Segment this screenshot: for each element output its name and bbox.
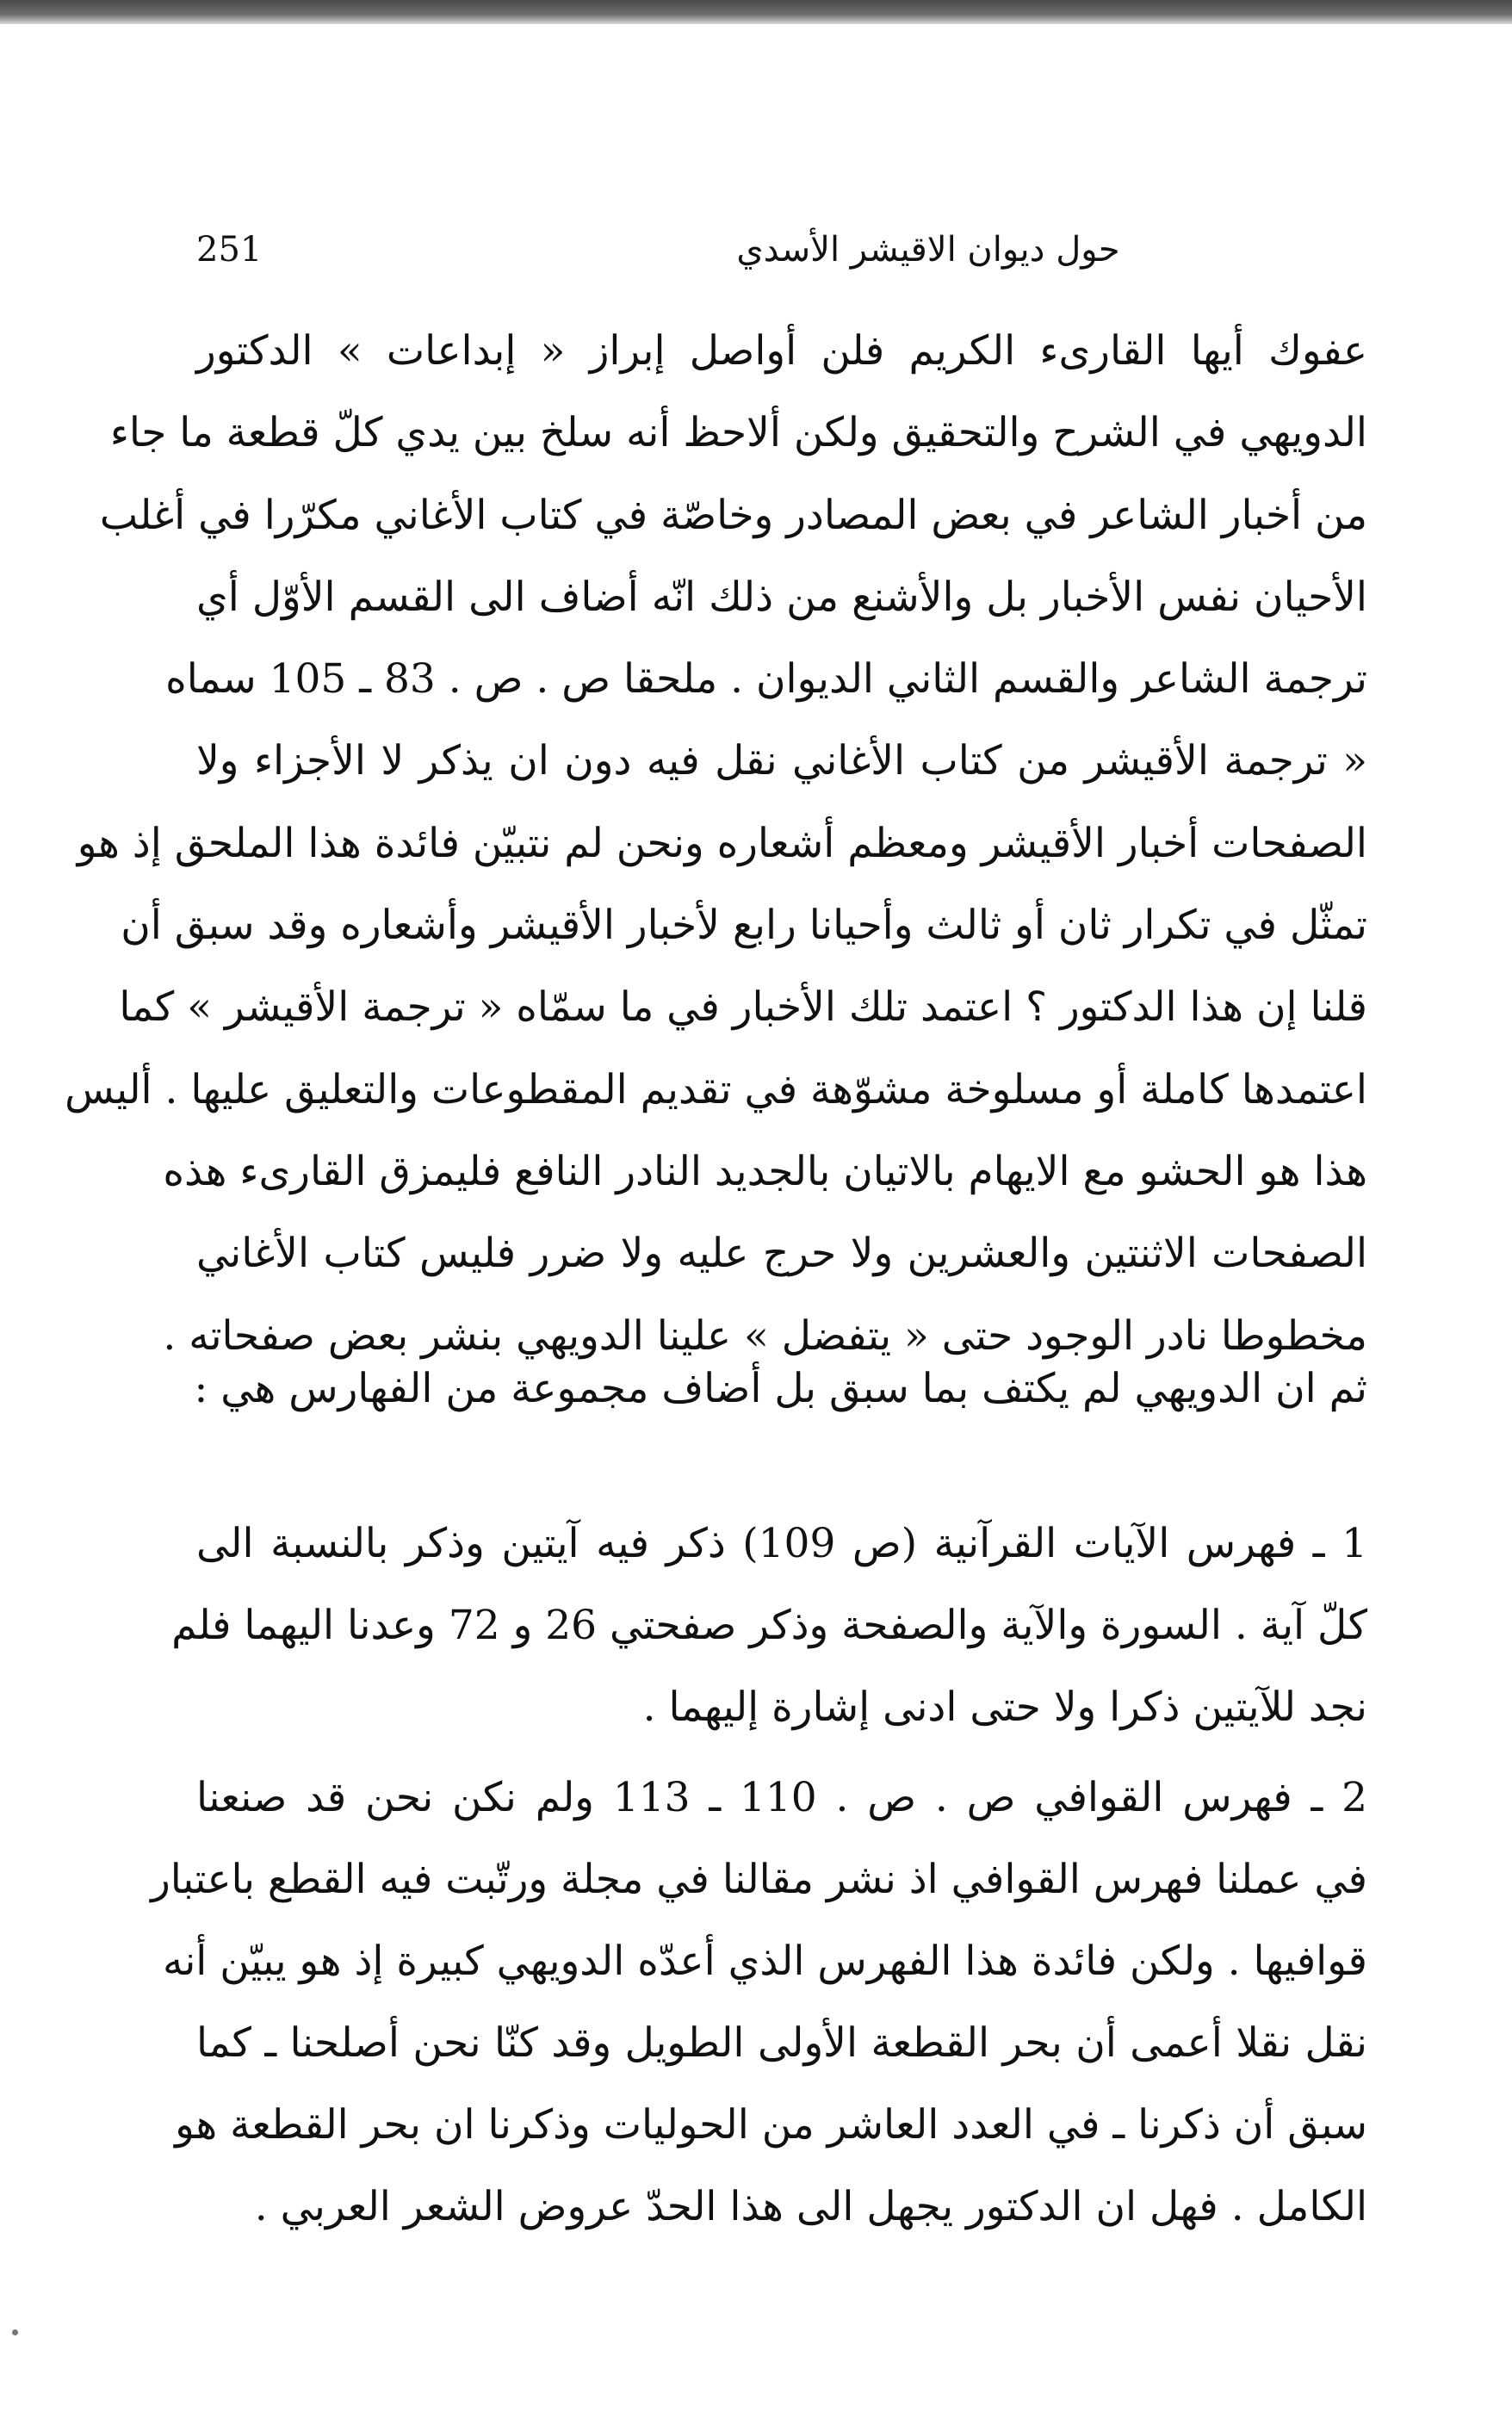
text-line: مخطوطا نادر الوجود حتى « يتفضل » علينا الدويهي بنشر بعض صفحاته . (163, 1312, 1367, 1360)
text-line: الصفحات أخبار الأقيشر ومعظم أشعاره ونحن لم نتبيّن فائدة هذا الملحق إذ هو (77, 819, 1367, 867)
paragraph-main (65, 310, 1367, 1377)
text-line: كلّ آية . السورة والآية والصفحة وذكر صفحتي 26 و 72 وعدنا اليهما فلم (171, 1602, 1367, 1649)
scan-speck (12, 2329, 18, 2335)
text-line: سبق أن ذكرنا ـ في العدد العاشر من الحوليات وذكرنا ان بحر القطعة هو (175, 2101, 1367, 2149)
running-title: حول ديوان الاقيشر الأسدي (736, 230, 1120, 270)
text-line: قلنا إن هذا الدكتور ؟ اعتمد تلك الأخبار في ما سمّاه « ترجمة الأقيشر » كما (119, 983, 1367, 1032)
text-line: الأحيان نفس الأخبار بل والأشنع من ذلك انّه أضاف الى القسم الأوّل أي (196, 573, 1367, 621)
paragraph-indexes-intro (196, 1350, 1367, 1428)
text-line: قوافيها . ولكن فائدة هذا الفهرس الذي أعدّه الدويهي كبيرة إذ هو يبيّن أنه (163, 1938, 1367, 1985)
scan-top-edge (0, 0, 1512, 24)
text-line: 1 ـ فهرس الآيات القرآنية (ص 109) ذكر فيه آيتين وذكر بالنسبة الى (196, 1520, 1368, 1567)
text-line: نقل نقلا أعمى أن بحر القطعة الأولى الطويل وقد كنّا نحن أصلحنا ـ كما (196, 2019, 1367, 2067)
text-line: تمثّل في تكرار ثان أو ثالث وأحيانا رابع لأخبار الأقيشر وأشعاره وقد سبق أن (121, 902, 1367, 950)
text-line: من أخبار الشاعر في بعض المصادر وخاصّة في كتاب الأغاني مكرّرا في أغلب (99, 491, 1367, 539)
text-line: نجد للآيتين ذكرا ولا حتى ادنى إشارة إليهما . (642, 1684, 1367, 1731)
text-line: هذا هو الحشو مع الايهام بالاتيان بالجديد النادر النافع فليمزق القارىء هذه (163, 1147, 1367, 1195)
text-line: الدويهي في الشرح والتحقيق ولكن ألاحظ أنه سلخ بين يدي كلّ قطعة ما جاء (109, 409, 1367, 457)
list-item-rhymes-index (151, 1757, 1367, 2248)
text-line: 2 ـ فهرس القوافي ص . ص . 110 ـ 113 ولم نكن نحن قد صنعنا (196, 1774, 1367, 1821)
text-line: عفوك أيها القارىء الكريم فلن أواصل إبراز « إبداعات » الدكتور (196, 327, 1367, 375)
text-line: ترجمة الشاعر والقسم الثاني الديوان . ملحقا ص . ص . 83 ـ 105 سماه (165, 655, 1367, 704)
page-header (196, 220, 1367, 280)
text-line: اعتمدها كاملة أو مسلوخة مشوّهة في تقديم المقطوعات والتعليق عليها . أليس (65, 1065, 1367, 1113)
list-item-quran-index (171, 1503, 1368, 1748)
page-number: 251 (196, 230, 263, 270)
text-line: في عملنا فهرس القوافي اذ نشر مقالنا في مجلة ورتّبت فيه القطع باعتبار (151, 1856, 1367, 1903)
text-line: « ترجمة الأقيشر من كتاب الأغاني نقل فيه دون ان يذكر لا الأجزاء ولا (196, 737, 1367, 785)
text-line: الكامل . فهل ان الدكتور يجهل الى هذا الحدّ عروض الشعر العربي . (254, 2183, 1367, 2230)
text-line: الصفحات الاثنتين والعشرين ولا حرج عليه ولا ضرر فليس كتاب الأغاني (196, 1230, 1367, 1278)
text-line: ثم ان الدويهي لم يكتف بما سبق بل أضاف مجموعة من الفهارس هي : (194, 1365, 1367, 1412)
